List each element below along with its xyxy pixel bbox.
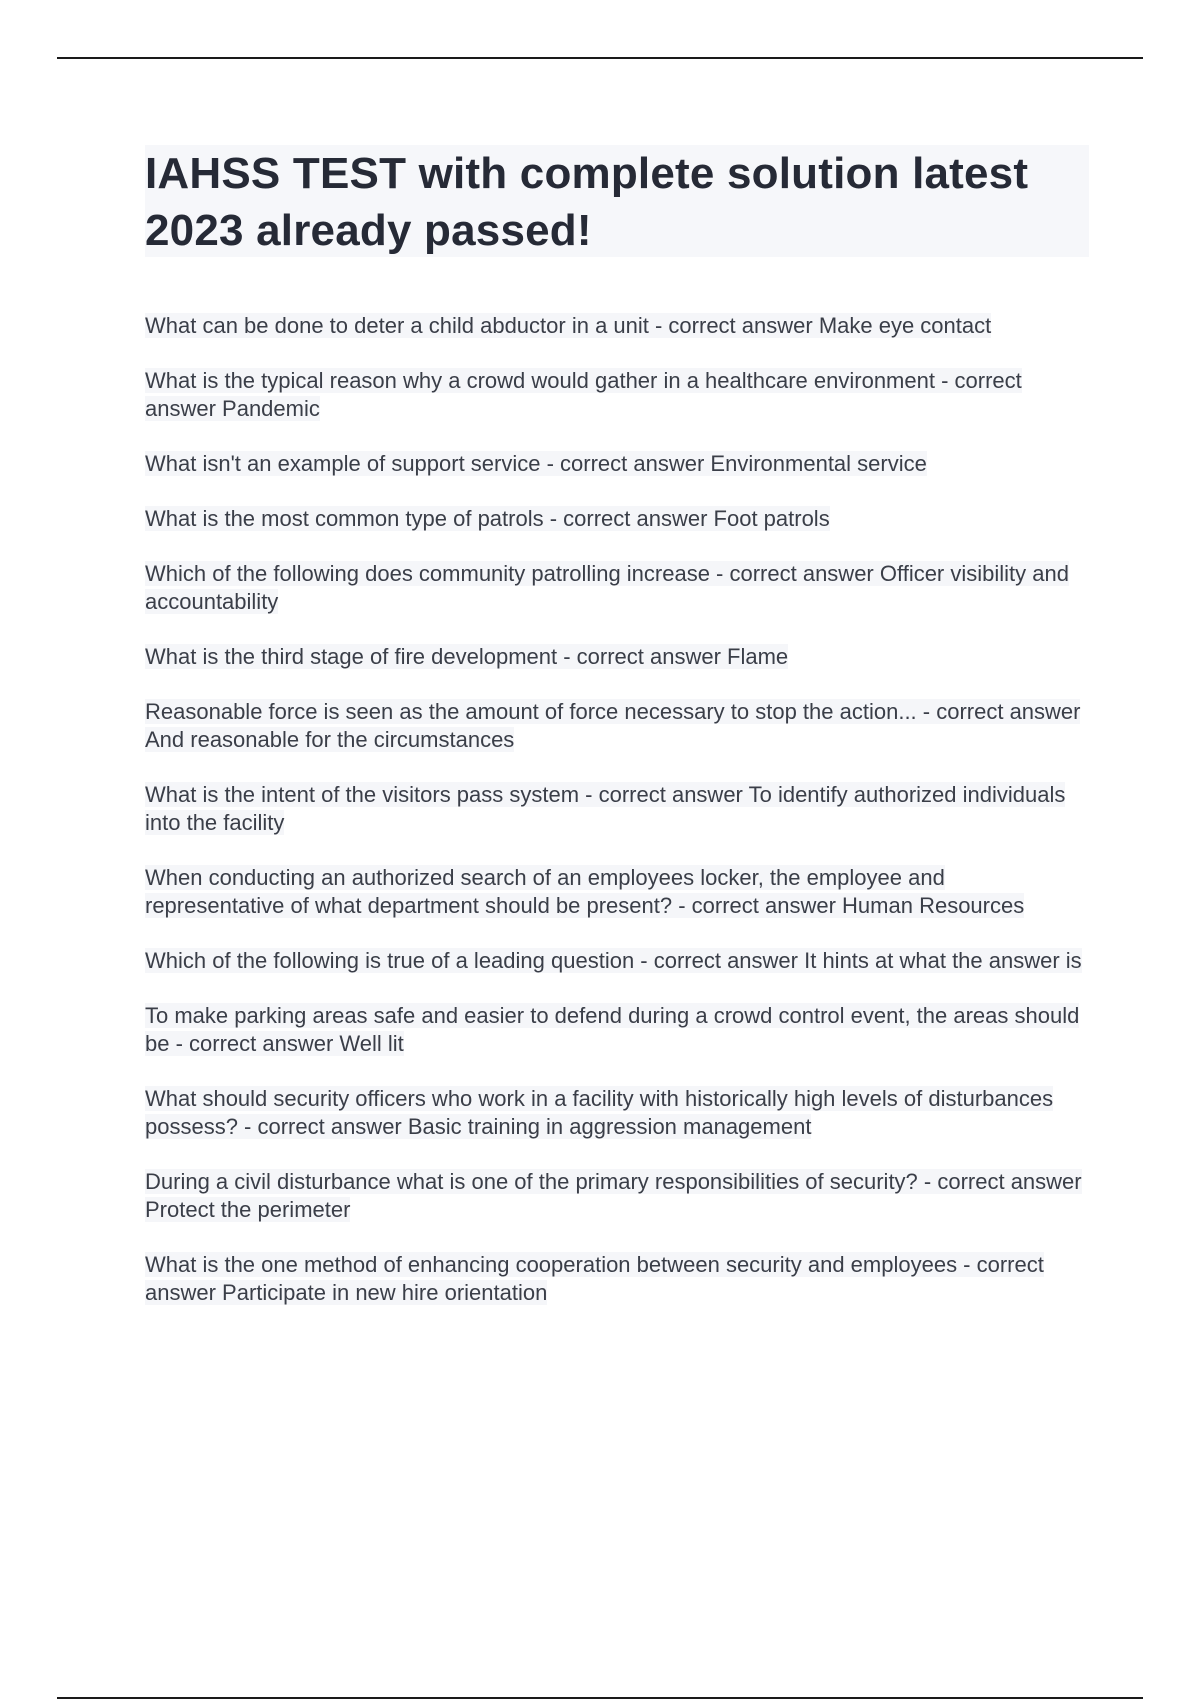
title-block [145,145,1089,257]
qa-item [145,947,1085,975]
qa-text: To make parking areas safe and easier to defend during a crowd control event, the areas should be - correct answer Well lit [145,1003,1080,1056]
qa-item [145,864,1085,920]
qa-item [145,1251,1085,1307]
page-title: IAHSS TEST with complete solution latest 2023 already passed! [145,149,1029,255]
qa-item [145,560,1085,616]
qa-item [145,505,1085,533]
qa-text: What isn't an example of support service - correct answer Environmental service [145,451,927,476]
qa-item [145,781,1085,837]
qa-item [145,1168,1085,1224]
qa-item [145,643,1085,671]
qa-text: What is the most common type of patrols - correct answer Foot patrols [145,506,830,531]
qa-item [145,312,1085,340]
qa-text: During a civil disturbance what is one of the primary responsibilities of security? - correct answer Protect the perimeter [145,1169,1082,1222]
qa-text: What is the one method of enhancing cooperation between security and employees - correct answer Participate in new hire orientation [145,1252,1044,1305]
qa-text: What is the typical reason why a crowd would gather in a healthcare environment - correct answer Pandemic [145,368,1022,421]
qa-item [145,367,1085,423]
qa-text: What should security officers who work in a facility with historically high levels of disturbances possess? - correct answer Basic training in aggression management [145,1086,1054,1139]
bottom-rule [57,1697,1143,1699]
top-rule [57,57,1143,59]
qa-text: What is the third stage of fire development - correct answer Flame [145,644,789,669]
qa-item [145,1002,1085,1058]
qa-text: Reasonable force is seen as the amount of force necessary to stop the action... - correct answer And reasonable for the circumstances [145,699,1081,752]
qa-text: What is the intent of the visitors pass system - correct answer To identify authorized individuals into the facility [145,782,1066,835]
qa-text: Which of the following does community patrolling increase - correct answer Officer visibility and accountability [145,561,1069,614]
qa-text: When conducting an authorized search of an employees locker, the employee and representative of what department should be present? - correct answer Human Resources [145,865,1025,918]
qa-item [145,698,1085,754]
qa-item [145,1085,1085,1141]
qa-list [145,312,1085,1334]
qa-text: What can be done to deter a child abductor in a unit - correct answer Make eye contact [145,313,992,338]
qa-text: Which of the following is true of a leading question - correct answer It hints at what the answer is [145,948,1082,973]
qa-item [145,450,1085,478]
